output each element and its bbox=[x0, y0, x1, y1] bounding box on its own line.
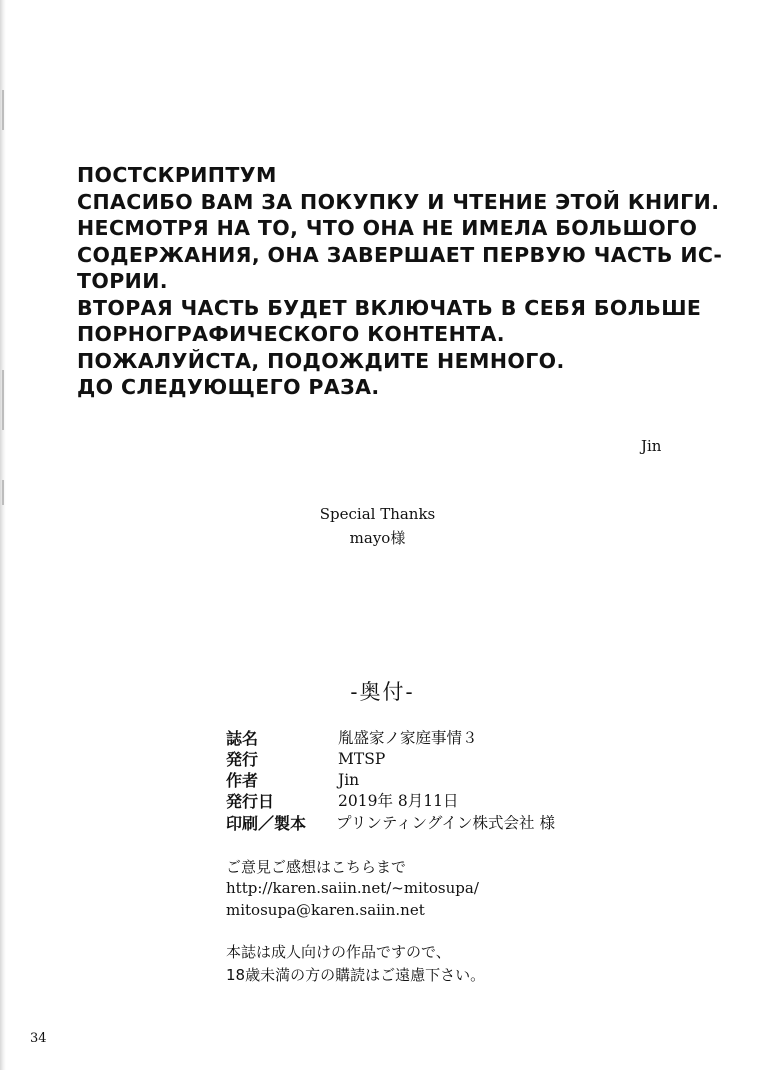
special-thanks-title: Special Thanks bbox=[319, 505, 436, 523]
colophon-value: MTSP bbox=[338, 750, 386, 768]
colophon-label: 誌名 bbox=[226, 729, 259, 748]
age-notice-line: 本誌は成人向けの作品ですので、 bbox=[226, 943, 451, 961]
postscript-line: ВТОРАЯ ЧАСТЬ БУДЕТ ВКЛЮЧАТЬ В СЕБЯ БОЛЬШЕ bbox=[77, 295, 702, 320]
colophon-label: 作者 bbox=[226, 771, 259, 790]
contact-label: ご意見ご感想はこちらまで bbox=[226, 858, 407, 876]
postscript-line: ПОРНОГРАФИЧЕСКОГО КОНТЕНТА. bbox=[77, 322, 505, 346]
age-notice-line: 18歳未満の方の購読はご遠慮下さい。 bbox=[226, 966, 486, 984]
postscript-line: ТОРИИ. bbox=[77, 269, 168, 293]
postscript-line: СОДЕРЖАНИЯ, ОНА ЗАВЕРШАЕТ ПЕРВУЮ ЧАСТЬ ИС- bbox=[77, 242, 723, 267]
postscript-text bbox=[77, 162, 723, 401]
colophon-label: 印刷／製本 bbox=[226, 814, 307, 833]
postscript-line: ДО СЛЕДУЮЩЕГО РАЗА. bbox=[77, 375, 380, 399]
colophon-heading: -奥付- bbox=[350, 680, 415, 704]
colophon-value: 胤盛家ノ家庭事情３ bbox=[338, 729, 478, 747]
postscript-line: СПАСИБО ВАМ ЗА ПОКУПКУ И ЧТЕНИЕ ЭТОЙ КНИГИ. bbox=[77, 189, 720, 214]
colophon-label: 発行 bbox=[226, 750, 259, 769]
colophon-label: 発行日 bbox=[226, 792, 275, 811]
postscript-line: ПОСТСКРИПТУМ bbox=[77, 163, 277, 187]
page-number: 34 bbox=[30, 1031, 47, 1046]
contact-email: mitosupa@karen.saiin.net bbox=[226, 901, 425, 919]
scan-mark bbox=[2, 370, 4, 430]
postscript-line: ПОЖАЛУЙСТА, ПОДОЖДИТЕ НЕМНОГО. bbox=[77, 348, 565, 373]
colophon-value: 2019年 8月11日 bbox=[338, 792, 459, 810]
special-thanks-name: mayo様 bbox=[349, 529, 406, 547]
scan-mark bbox=[2, 90, 4, 130]
colophon-value: Jin bbox=[338, 771, 360, 789]
author-signature: Jin bbox=[641, 437, 662, 455]
colophon-value: プリンティングイン株式会社 様 bbox=[336, 814, 555, 832]
postscript-line: НЕСМОТРЯ НА ТО, ЧТО ОНА НЕ ИМЕЛА БОЛЬШОГО bbox=[77, 216, 698, 240]
scan-mark bbox=[2, 480, 4, 505]
contact-url: http://karen.saiin.net/~mitosupa/ bbox=[226, 879, 479, 897]
